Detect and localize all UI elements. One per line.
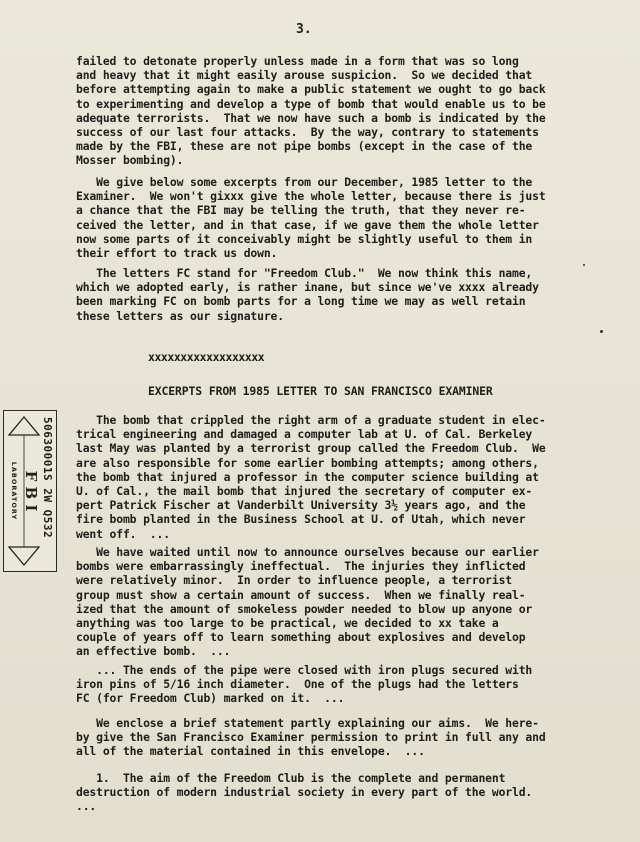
ink-speck xyxy=(600,330,603,333)
typed-divider: xxxxxxxxxxxxxxxxxx xyxy=(148,350,265,364)
evidence-stamp xyxy=(3,410,57,572)
ink-speck xyxy=(583,264,585,266)
paragraph-1: failed to detonate properly unless made in a form that was so long and heavy that it might easily arouse suspicion. So we decided that before attempting again to make a public statement we ought to go back to experimenting and develop a type of bomb that would enable us to be adequate terrorists. That we now have such a bomb is indicated by the success of our last four attacks. By the way, contrary to statements made by the FBI, these are not pipe bombs (except in the case of the Mosser bombing). xyxy=(76,54,546,168)
section-heading: EXCERPTS FROM 1985 LETTER TO SAN FRANCISCO EXAMINER xyxy=(148,384,493,398)
paragraph-4: The bomb that crippled the right arm of a graduate student in elec- trical engineering and damaged a computer lab at U. of Cal. Berkeley last May was planted by a terrorist group called the Freedom Club. We are also responsible for some earlier bombing attempts; among others, the bomb that injured a professor in the computer science building at U. of Cal., the mail bomb that injured the secretary of computer ex- pert Patrick Fischer at Vanderbilt University 3½ years ago, and the fire bomb planted in the Business School at U. of Utah, which never went off. ... xyxy=(76,413,546,541)
paragraph-5: We have waited until now to announce ourselves because our earlier bombs were embarrassingly ineffectual. The injuries they inflicted were relatively minor. In order to influence people, a terrorist group must show a certain amount of success. When we finally real- ized that the amount of smokeless powder needed to blow up anyone or anything was too large to be practical, we decided to xx take a couple of years off to learn something about explosives and develop an effective bomb. ... xyxy=(76,545,539,659)
svg-text:F B I: F B I xyxy=(22,470,40,512)
paragraph-7: We enclose a brief statement partly explaining our aims. We here- by give the San Francisco Examiner permission to print in full any and all of the material contained in this envelope. ... xyxy=(76,716,546,759)
fbi-laboratory-logo-icon xyxy=(6,415,42,567)
svg-text:LABORATORY: LABORATORY xyxy=(10,461,18,521)
page-number: 3. xyxy=(296,22,312,37)
stamp-number: 50630001S 2W Q532 xyxy=(41,417,54,539)
paragraph-8: 1. The aim of the Freedom Club is the complete and permanent destruction of modern industrial society in every part of the world. ... xyxy=(76,771,533,814)
paragraph-2: We give below some excerpts from our December, 1985 letter to the Examiner. We won't gixxx give the whole letter, because there is just a chance that the FBI may be telling the truth, that they never re- ceived the letter, and in that case, if we gave them the whole letter now some parts of it conceivably might be slightly useful to them in their effort to track us down. xyxy=(76,175,546,261)
paragraph-6: ... The ends of the pipe were closed with iron plugs secured with iron pins of 5/16 inch diameter. One of the plugs had the letters FC (for Freedom Club) marked on it. ... xyxy=(76,663,533,706)
paragraph-3: The letters FC stand for "Freedom Club." We now think this name, which we adopted early, is rather inane, but since we've xxxx already been marking FC on bomb parts for a long time we may as well retain these letters as our signature. xyxy=(76,266,539,323)
